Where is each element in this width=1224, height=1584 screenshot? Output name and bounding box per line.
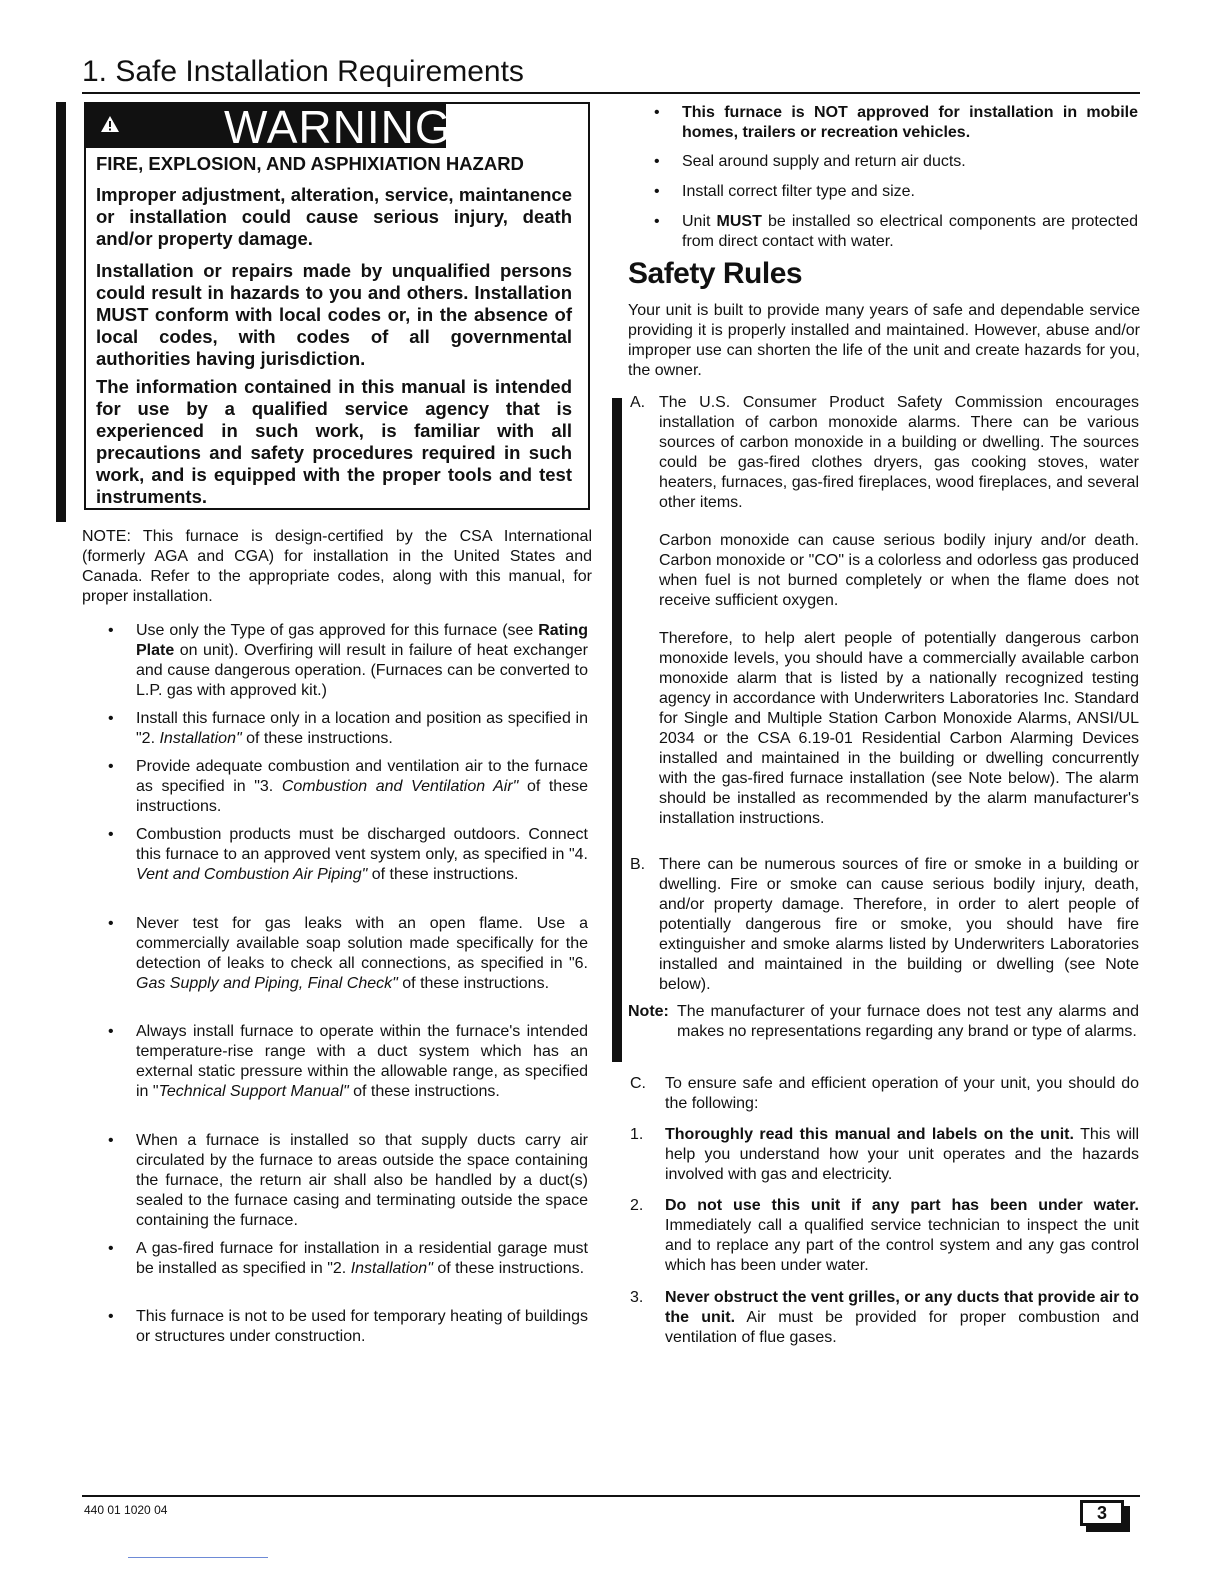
warning-paragraph: Improper adjustment, alteration, service, maintanence or installation could cause serious injury, death and/or property damage.: [96, 184, 572, 249]
item-b-marker: B.: [630, 856, 646, 873]
footer-rule: [82, 1495, 1140, 1497]
bullet-dot: •: [108, 622, 114, 639]
warning-side-bar: [56, 102, 66, 522]
note-paragraph: [82, 527, 592, 607]
numbered-marker: 1.: [630, 1126, 644, 1143]
bullet-item: Never test for gas leaks with an open flame. Use a commercially available soap solution made specifically for the detection of leaks to check all connections, as specified in "6. Gas Supply and Piping, Final Check" of these instructions.: [136, 915, 588, 992]
bullet-item: Always install furnace to operate within the furnace's intended temperature-rise range with a duct system which has an external static pressure within the allowable range, as specified in "Technical Support Manual" of these instructions.: [136, 1023, 588, 1100]
revision-bar: [612, 398, 622, 1062]
bullet-item: Combustion products must be discharged outdoors. Connect this furnace to an approved vent system only, as specified in "4. Vent and Combustion Air Piping" of these instructions.: [136, 826, 588, 883]
warning-box: [84, 102, 590, 510]
warning-paragraph: The information contained in this manual is intended for use by a qualified service agency that is experienced in such work, is familiar with all precautions and safety procedures required in such work, and is equipped with the proper tools and test instruments.: [96, 376, 572, 507]
note-text: The manufacturer of your furnace does not test any alarms and makes no representations regarding any brand or type of alarms.: [677, 1003, 1139, 1040]
bullet-dot: •: [654, 213, 660, 230]
note-label: Note:: [628, 1003, 669, 1020]
item-a-marker: A.: [630, 394, 646, 411]
bullet-dot: •: [654, 153, 660, 170]
bullet-item: Use only the Type of gas approved for this furnace (see Rating Plate on unit). Overfiring will result in failure of heat exchanger and cause dangerous operation. (Furnaces can be converted to L.P. gas with approved kit.): [136, 622, 588, 699]
document-number: 440 01 1020 04: [84, 1503, 168, 1517]
bullet-dot: •: [108, 1132, 114, 1149]
item-c-paragraph: To ensure safe and efficient operation of your unit, you should do the following:: [665, 1075, 1139, 1112]
numbered-item: Do not use this unit if any part has been under water. Immediately call a qualified service technician to inspect the unit and to replace any part of the control system and any gas control which has been under water.: [665, 1197, 1139, 1274]
safety-intro: Your unit is built to provide many years of safe and dependable service providing it is properly installed and maintained. However, abuse and/or improper use can shorten the life of the unit and create hazards for you, the owner.: [628, 302, 1140, 379]
bullet-item: This furnace is not to be used for temporary heating of buildings or structures under construction.: [136, 1308, 588, 1345]
bullet-dot: •: [108, 1240, 114, 1257]
bullet-item: Install correct filter type and size.: [682, 183, 915, 200]
bullet-item: When a furnace is installed so that supply ducts carry air circulated by the furnace to areas outside the space containing the furnace, the return air shall also be handled by a duct(s) sealed to the furnace casing and terminating outside the space containing the furnace.: [136, 1132, 588, 1229]
numbered-marker: 2.: [630, 1197, 644, 1214]
bullet-item: Install this furnace only in a location and position as specified in "2. Installation" of these instructions.: [136, 710, 588, 747]
bullet-dot: •: [108, 758, 114, 775]
bullet-dot: •: [654, 183, 660, 200]
numbered-item: Never obstruct the vent grilles, or any ducts that provide air to the unit. Air must be provided for proper combustion and ventilation of flue gases.: [665, 1289, 1140, 1346]
warning-hazard-title: FIRE, EXPLOSION, AND ASPHIXIATION HAZARD: [96, 153, 524, 174]
page-number: 3: [1080, 1500, 1124, 1526]
item-b-paragraph: There can be numerous sources of fire or smoke in a building or dwelling. Fire or smoke can cause serious bodily injury, death, and/or property damage. Therefore, in order to alert people of potentially dangerous fire or smoke, you should have fire extinguisher and smoke alarms listed by Underwriters Laboratories installed and maintained in the building or dwelling (see Note below).: [659, 856, 1139, 993]
item-c-marker: C.: [630, 1075, 646, 1092]
safety-rules-heading: Safety Rules: [628, 257, 803, 290]
bullet-dot: •: [108, 826, 114, 843]
bullet-item: Seal around supply and return air ducts.: [682, 153, 966, 170]
bullet-item: Unit MUST be installed so electrical components are protected from direct contact with water.: [682, 213, 1138, 250]
warning-triangle-icon: [100, 114, 120, 134]
item-a-paragraph: Therefore, to help alert people of potentially dangerous carbon monoxide levels, you should have a commercially available carbon monoxide alarm that is listed by a nationally recognized testing agency in accordance with Underwriters Laboratories Inc. Standard for Single and Multiple Station Carbon Monoxide Alarms, ANSI/UL 2034 or the CSA 6.19-01 Residential Carbon Alarming Devices installed and maintained in the building or dwelling concurrently with the gas-fired furnace installation (see Note below). The alarm should be installed as recommended by the alarm manufacturer's installation instructions.: [659, 630, 1139, 827]
numbered-item: Thoroughly read this manual and labels on the unit. This will help you understand how your unit operates and the hazards involved with gas and electricity.: [665, 1126, 1140, 1183]
numbered-marker: 3.: [630, 1289, 644, 1306]
warning-paragraph: Installation or repairs made by unqualified persons could result in hazards to you and others. Installation MUST conform with local codes or, in the absence of local codes, with codes of all governmental authorities having jurisdiction.: [96, 260, 572, 369]
bullet-item: A gas-fired furnace for installation in a residential garage must be installed as specified in "2. Installation" of these instructions.: [136, 1240, 588, 1277]
bullet-dot: •: [108, 915, 114, 932]
item-a-paragraph: The U.S. Consumer Product Safety Commission encourages installation of carbon monoxide alarms. There can be various sources of carbon monoxide in a building or dwelling. The sources could be gas-fired clothes dryers, gas cooking stoves, water heaters, furnaces, gas-fired fireplaces, wood fireplaces, and several other items.: [659, 394, 1139, 511]
note-label: NOTE: [82, 528, 127, 545]
warning-word: WARNING: [224, 101, 452, 153]
warning-banner: [86, 101, 452, 153]
item-a-paragraph: Carbon monoxide can cause serious bodily injury and/or death. Carbon monoxide or "CO" is a colorless and odorless gas produced when fuel is not burned completely or when the flame does not receive sufficient oxygen.: [659, 532, 1139, 609]
bullet-item: Provide adequate combustion and ventilation air to the furnace as specified in "3. Combustion and Ventilation Air" of these instructions.: [136, 758, 589, 815]
bullet-dot: •: [108, 1023, 114, 1040]
section-title: 1. Safe Installation Requirements: [82, 52, 1140, 94]
bullet-dot: •: [654, 104, 660, 121]
note-text: : This furnace is design-certified by the CSA International (formerly AGA and CGA) for installation in the United States and Canada. Refer to the appropriate codes, along with this manual, for proper installation.: [82, 528, 592, 605]
bullet-dot: •: [108, 1308, 114, 1325]
link-underline[interactable]: [128, 1557, 268, 1558]
bullet-dot: •: [108, 710, 114, 727]
bullet-item: This furnace is NOT approved for installation in mobile homes, trailers or recreation vehicles.: [682, 104, 1138, 141]
